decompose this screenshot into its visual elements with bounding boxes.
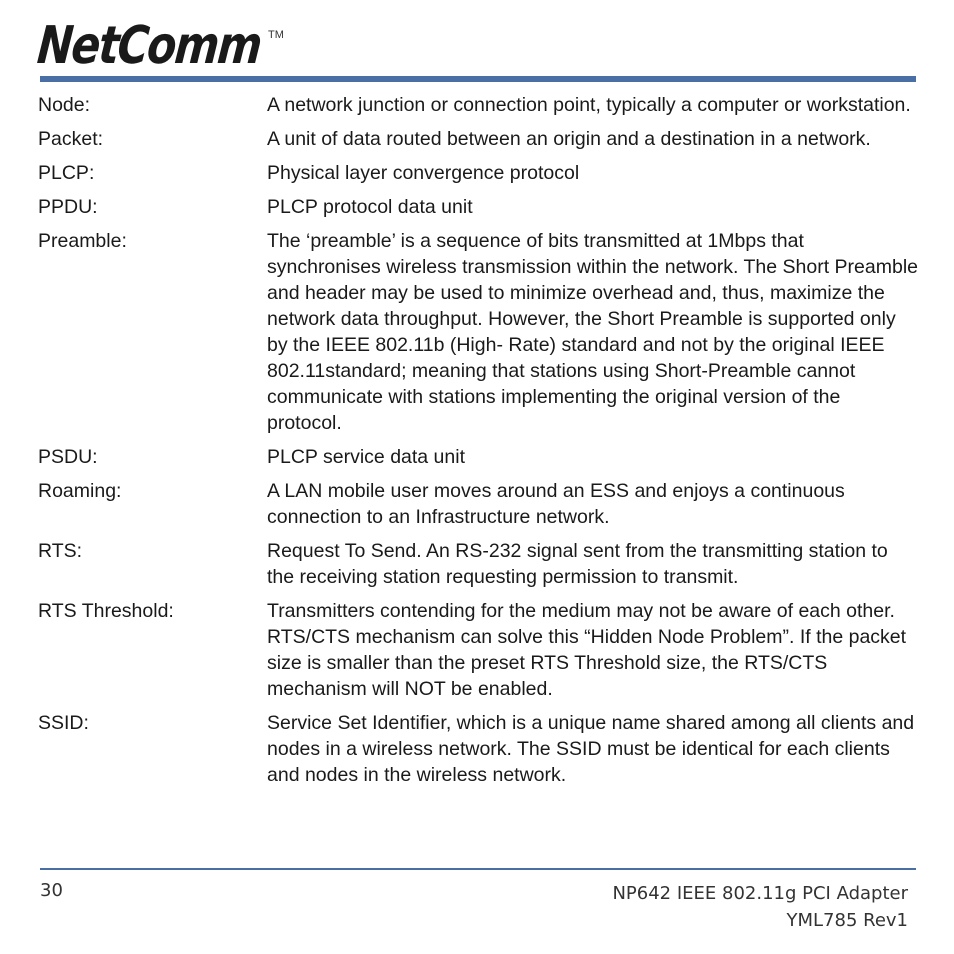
glossary-entry: [38, 126, 918, 152]
logo-wordmark: NetComm: [35, 16, 264, 76]
glossary-list: [38, 92, 918, 796]
trademark-symbol: TM: [268, 29, 284, 41]
glossary-term: RTS Threshold:: [38, 600, 174, 622]
glossary-entry: [38, 228, 918, 436]
glossary-definition: Transmitters contending for the medium may not be aware of each other. RTS/CTS mechanism can solve this “Hidden Node Problem”. If the packet size is smaller than the preset RTS Threshold size, the RTS/CTS mechanism will NOT be enabled.: [267, 600, 907, 700]
footer-product-name: NP642 IEEE 802.11g PCI Adapter: [612, 883, 908, 904]
glossary-definition: Service Set Identifier, which is a unique name shared among all clients and nodes in a wireless network. The SSID must be identical for each clients and nodes in the wireless network.: [267, 712, 915, 786]
glossary-entry: [38, 194, 918, 220]
header-rule: [40, 76, 916, 82]
glossary-term: Node:: [38, 94, 91, 116]
glossary-definition: A unit of data routed between an origin and a destination in a network.: [267, 128, 871, 150]
footer-rule: [40, 868, 916, 870]
glossary-entry: [38, 478, 918, 530]
glossary-entry: [38, 160, 918, 186]
glossary-term: Packet:: [38, 128, 104, 150]
glossary-entry: [38, 710, 918, 788]
glossary-definition: The ‘preamble’ is a sequence of bits transmitted at 1Mbps that synchronises wireless transmission within the network. The Short Preamble and header may be used to minimize overhead and, thus, maximize the network data throughput. However, the Short Preamble is supported only by the IEEE 802.11b (High- Rate) standard and not by the original IEEE 802.11standard; meaning that stations using Short-Preamble cannot communicate with stations implementing the original version of the protocol.: [267, 230, 918, 434]
glossary-entry: [38, 444, 918, 470]
glossary-term: PLCP:: [38, 162, 95, 184]
netcomm-logo: [35, 16, 312, 76]
glossary-entry: [38, 598, 918, 702]
glossary-term: Preamble:: [38, 230, 127, 252]
glossary-term: RTS:: [38, 540, 83, 562]
glossary-entry: [38, 92, 918, 118]
glossary-definition: PLCP service data unit: [267, 446, 465, 468]
glossary-definition: Physical layer convergence protocol: [267, 162, 580, 184]
glossary-definition: PLCP protocol data unit: [267, 196, 473, 218]
glossary-definition: A LAN mobile user moves around an ESS and enjoys a continuous connection to an Infrastructure network.: [267, 480, 845, 528]
glossary-definition: Request To Send. An RS-232 signal sent from the transmitting station to the receiving station requesting permission to transmit.: [267, 540, 888, 588]
glossary-term: PPDU:: [38, 196, 98, 218]
glossary-entry: [38, 538, 918, 590]
footer-product-info: [612, 880, 908, 934]
glossary-term: PSDU:: [38, 446, 98, 468]
glossary-term: SSID:: [38, 712, 89, 734]
glossary-term: Roaming:: [38, 480, 122, 502]
page-number: 30: [40, 880, 63, 901]
glossary-definition: A network junction or connection point, typically a computer or workstation.: [267, 94, 911, 116]
footer-revision: YML785 Rev1: [786, 910, 908, 931]
